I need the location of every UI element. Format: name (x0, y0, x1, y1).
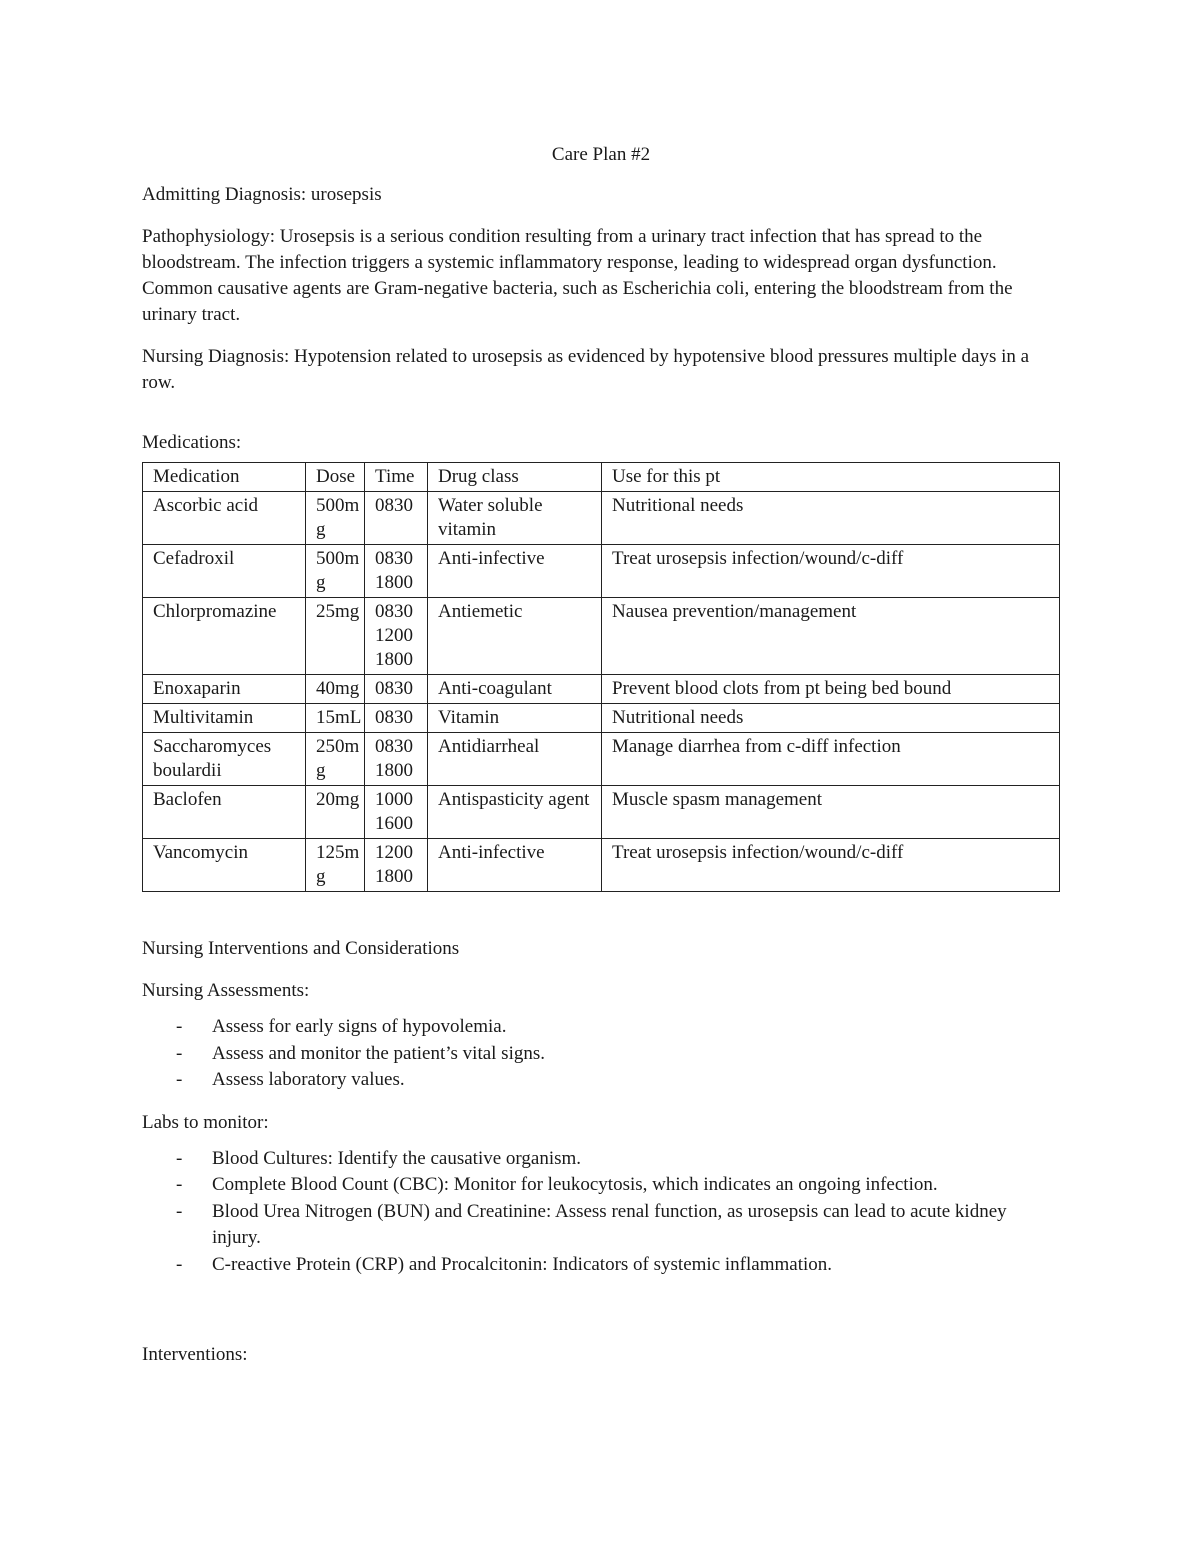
cell-drug-class: Anti-infective (428, 839, 602, 892)
column-header-dose: Dose (306, 463, 365, 492)
bullet-dash: - (176, 1069, 183, 1090)
list-item-text: Blood Cultures: Identify the causative organism. (212, 1147, 582, 1169)
table-row (143, 675, 1060, 704)
cell-drug-class: Anti-infective (428, 545, 602, 598)
column-header-medication: Medication (143, 463, 306, 492)
medications-table (142, 462, 1060, 892)
list-item-text: Complete Blood Count (CBC): Monitor for leukocytosis, which indicates an ongoing infection. (212, 1174, 938, 1195)
cell-drug-class: Anti-coagulant (428, 675, 602, 704)
cell-medication: Ascorbic acid (143, 492, 306, 545)
medications-heading: Medications: (142, 432, 242, 453)
labs-list (142, 1146, 1060, 1279)
admitting-diagnosis (142, 182, 1060, 208)
cell-time: 0830 1800 (365, 545, 428, 598)
list-item-text: Assess and monitor the patient’s vital signs. (212, 1042, 546, 1064)
cell-use: Nausea prevention/management (602, 598, 1060, 675)
cell-medication: Saccharomyces boulardii (143, 733, 306, 786)
bullet-dash: - (176, 1174, 183, 1195)
cell-drug-class: Water soluble vitamin (428, 492, 602, 545)
cell-medication: Cefadroxil (143, 545, 306, 598)
cell-drug-class: Antidiarrheal (428, 733, 602, 786)
list-item-text: Assess laboratory values. (212, 1069, 405, 1090)
column-header-use: Use for this pt (602, 463, 1060, 492)
nursing-diagnosis-text: Hypotension related to urosepsis as evidenced by hypotensive blood pressures multiple days in a row. (142, 346, 1030, 393)
cell-time: 1200 1800 (365, 839, 428, 892)
list-item-text: C-reactive Protein (CRP) and Procalcitonin: Indicators of systemic inflammation. (212, 1253, 832, 1275)
interventions-considerations-heading: Nursing Interventions and Considerations (142, 938, 460, 959)
cell-dose: 15mL (306, 704, 365, 733)
column-header-drug-class: Drug class (428, 463, 602, 492)
cell-medication: Multivitamin (143, 704, 306, 733)
table-row (143, 839, 1060, 892)
admitting-diagnosis-value: urosepsis (310, 184, 382, 205)
table-row (143, 786, 1060, 839)
list-item (142, 1172, 1060, 1199)
cell-use: Treat urosepsis infection/wound/c-diff (602, 545, 1060, 598)
cell-medication: Enoxaparin (143, 675, 306, 704)
cell-dose: 500m g (306, 545, 365, 598)
pathophysiology-text: Urosepsis is a serious condition resulting from a urinary tract infection that has spread to the bloodstream. The infection triggers a systemic inflammatory response, leading to widespread organ dysfunction. Common causative agents are Gram-negative bacteria, such as Escherichia coli, entering the bloodstream from the urinary tract. (142, 226, 1013, 325)
cell-use: Treat urosepsis infection/wound/c-diff (602, 839, 1060, 892)
document-page (142, 142, 1060, 1368)
nursing-assessments-list (142, 1014, 1060, 1094)
cell-time: 0830 (365, 492, 428, 545)
list-item (142, 1041, 1060, 1068)
bullet-dash: - (176, 1200, 183, 1222)
cell-use: Prevent blood clots from pt being bed bound (602, 675, 1060, 704)
cell-time: 1000 1600 (365, 786, 428, 839)
nursing-diagnosis (142, 344, 1060, 396)
nursing-assessments-heading: Nursing Assessments: (142, 980, 310, 1001)
cell-dose: 250m g (306, 733, 365, 786)
cell-dose: 20mg (306, 786, 365, 839)
cell-medication: Vancomycin (143, 839, 306, 892)
table-row (143, 733, 1060, 786)
cell-use: Nutritional needs (602, 492, 1060, 545)
list-item-text: Blood Urea Nitrogen (BUN) and Creatinine: Assess renal function, as urosepsis can lead to acute kidney injury. (212, 1200, 1007, 1248)
cell-use: Nutritional needs (602, 704, 1060, 733)
cell-time: 0830 1800 (365, 733, 428, 786)
cell-dose: 500m g (306, 492, 365, 545)
list-item-text: Assess for early signs of hypovolemia. (212, 1016, 507, 1037)
list-item (142, 1252, 1060, 1279)
table-row (143, 598, 1060, 675)
cell-medication: Chlorpromazine (143, 598, 306, 675)
cell-dose: 25mg (306, 598, 365, 675)
list-item (142, 1014, 1060, 1041)
interventions-heading: Interventions: (142, 1344, 248, 1365)
cell-drug-class: Antiemetic (428, 598, 602, 675)
labs-heading: Labs to monitor: (142, 1111, 269, 1133)
cell-drug-class: Vitamin (428, 704, 602, 733)
cell-use: Manage diarrhea from c-diff infection (602, 733, 1060, 786)
column-header-time: Time (365, 463, 428, 492)
cell-time: 0830 (365, 704, 428, 733)
nursing-diagnosis-label: Nursing Diagnosis: (142, 346, 290, 367)
table-row (143, 545, 1060, 598)
page-title: Care Plan #2 (551, 144, 651, 165)
cell-drug-class: Antispasticity agent (428, 786, 602, 839)
list-item (142, 1199, 1060, 1252)
cell-dose: 125m g (306, 839, 365, 892)
cell-medication: Baclofen (143, 786, 306, 839)
bullet-dash: - (176, 1253, 183, 1275)
list-item (142, 1067, 1060, 1094)
cell-time: 0830 (365, 675, 428, 704)
table-row (143, 492, 1060, 545)
cell-dose: 40mg (306, 675, 365, 704)
bullet-dash: - (176, 1147, 183, 1169)
pathophysiology (142, 224, 1060, 328)
list-item (142, 1146, 1060, 1173)
cell-time: 0830 1200 1800 (365, 598, 428, 675)
pathophysiology-label: Pathophysiology: (142, 226, 276, 247)
admitting-diagnosis-label: Admitting Diagnosis: (142, 184, 307, 205)
bullet-dash: - (176, 1042, 183, 1064)
table-header-row (143, 463, 1060, 492)
cell-use: Muscle spasm management (602, 786, 1060, 839)
table-row (143, 704, 1060, 733)
bullet-dash: - (176, 1016, 183, 1037)
